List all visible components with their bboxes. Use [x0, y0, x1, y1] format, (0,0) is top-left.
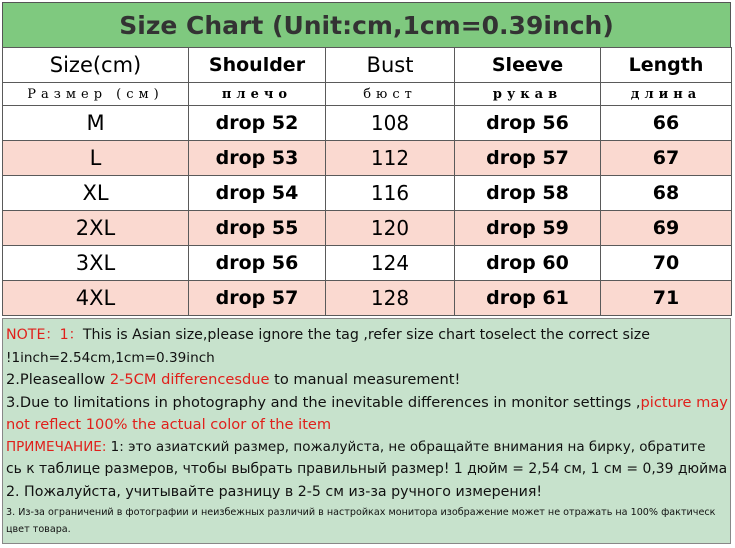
note-text: 3.Due to limitations in photography and the inevitable differences in monitor settings , [6, 394, 641, 411]
cell-size: L [3, 141, 189, 176]
cell-bust: 116 [326, 176, 455, 211]
cell-bust: 112 [326, 141, 455, 176]
cell-sleeve: drop 61 [455, 281, 601, 316]
cell-size: M [3, 106, 189, 141]
notes-box [2, 318, 731, 544]
cell-sleeve: drop 58 [455, 176, 601, 211]
note-highlight: picture may [640, 394, 728, 411]
note-line-8: 2. Пожалуйста, учитывайте разницу в 2-5 см из-за ручного измерения! [6, 484, 543, 500]
table-row [3, 176, 732, 211]
note-highlight: 2-5CM differencesdue [109, 371, 270, 388]
note-label: NOTE：1： [6, 327, 83, 343]
table-row [3, 281, 732, 316]
note-text: to manual measurement! [269, 371, 461, 388]
header-size: Size(cm) [3, 48, 189, 83]
note-line-10: цвет товара. [6, 524, 71, 535]
header-bust: Bust [326, 48, 455, 83]
note-line-2: !1inch=2.54cm,1cm=0.39inch [6, 350, 215, 366]
cell-bust: 124 [326, 246, 455, 281]
cell-size: 2XL [3, 211, 189, 246]
note-line-9: 3. Из-за ограничений в фотографии и неизбежных различий в настройках монитора изображение может не отражать на 100% фактическ [6, 507, 716, 518]
cell-length: 66 [601, 106, 732, 141]
cell-sleeve: drop 60 [455, 246, 601, 281]
cell-sleeve: drop 56 [455, 106, 601, 141]
note-label-ru: ПРИМЕЧАНИЕ: [6, 439, 107, 455]
table-row [3, 141, 732, 176]
note-line-6 [6, 436, 727, 458]
header-shoulder: Shoulder [189, 48, 326, 83]
note-line-4 [6, 391, 727, 414]
cell-length: 70 [601, 246, 732, 281]
cell-shoulder: drop 52 [189, 106, 326, 141]
note-text: 1: это азиатский размер, пожалуйста, не обращайте внимания на бирку, обратите [106, 439, 706, 455]
cell-shoulder: drop 55 [189, 211, 326, 246]
header-ru-shoulder: плечо [189, 83, 326, 106]
cell-shoulder: drop 54 [189, 176, 326, 211]
cell-size: XL [3, 176, 189, 211]
table-row [3, 246, 732, 281]
header-ru-sleeve: рукав [455, 83, 601, 106]
cell-length: 67 [601, 141, 732, 176]
header-sleeve: Sleeve [455, 48, 601, 83]
note-line-7: сь к таблице размеров, чтобы выбрать правильный размер! 1 дюйм = 2,54 см, 1 см = 0,39 дюйма [6, 461, 728, 477]
chart-title: Size Chart (Unit:cm,1cm=0.39inch) [2, 2, 731, 48]
cell-bust: 108 [326, 106, 455, 141]
cell-length: 68 [601, 176, 732, 211]
cell-sleeve: drop 59 [455, 211, 601, 246]
size-table [2, 47, 732, 316]
cell-length: 71 [601, 281, 732, 316]
note-line-5: not reflect 100% the actual color of the item [6, 416, 332, 433]
cell-sleeve: drop 57 [455, 141, 601, 176]
header-row-russian [3, 83, 732, 106]
note-line-1 [6, 323, 727, 347]
header-ru-size: Размер (см) [3, 83, 189, 106]
note-text: This is Asian size,please ignore the tag ,refer size chart toselect the correct size [82, 327, 650, 343]
cell-shoulder: drop 53 [189, 141, 326, 176]
cell-size: 4XL [3, 281, 189, 316]
header-row [3, 48, 732, 83]
cell-length: 69 [601, 211, 732, 246]
cell-shoulder: drop 56 [189, 246, 326, 281]
cell-bust: 128 [326, 281, 455, 316]
cell-shoulder: drop 57 [189, 281, 326, 316]
cell-bust: 120 [326, 211, 455, 246]
header-ru-bust: бюст [326, 83, 455, 106]
header-ru-length: длина [601, 83, 732, 106]
header-length: Length [601, 48, 732, 83]
cell-size: 3XL [3, 246, 189, 281]
table-row [3, 211, 732, 246]
table-row [3, 106, 732, 141]
note-text: 2.Pleaseallow [6, 371, 110, 388]
note-line-3 [6, 369, 727, 391]
